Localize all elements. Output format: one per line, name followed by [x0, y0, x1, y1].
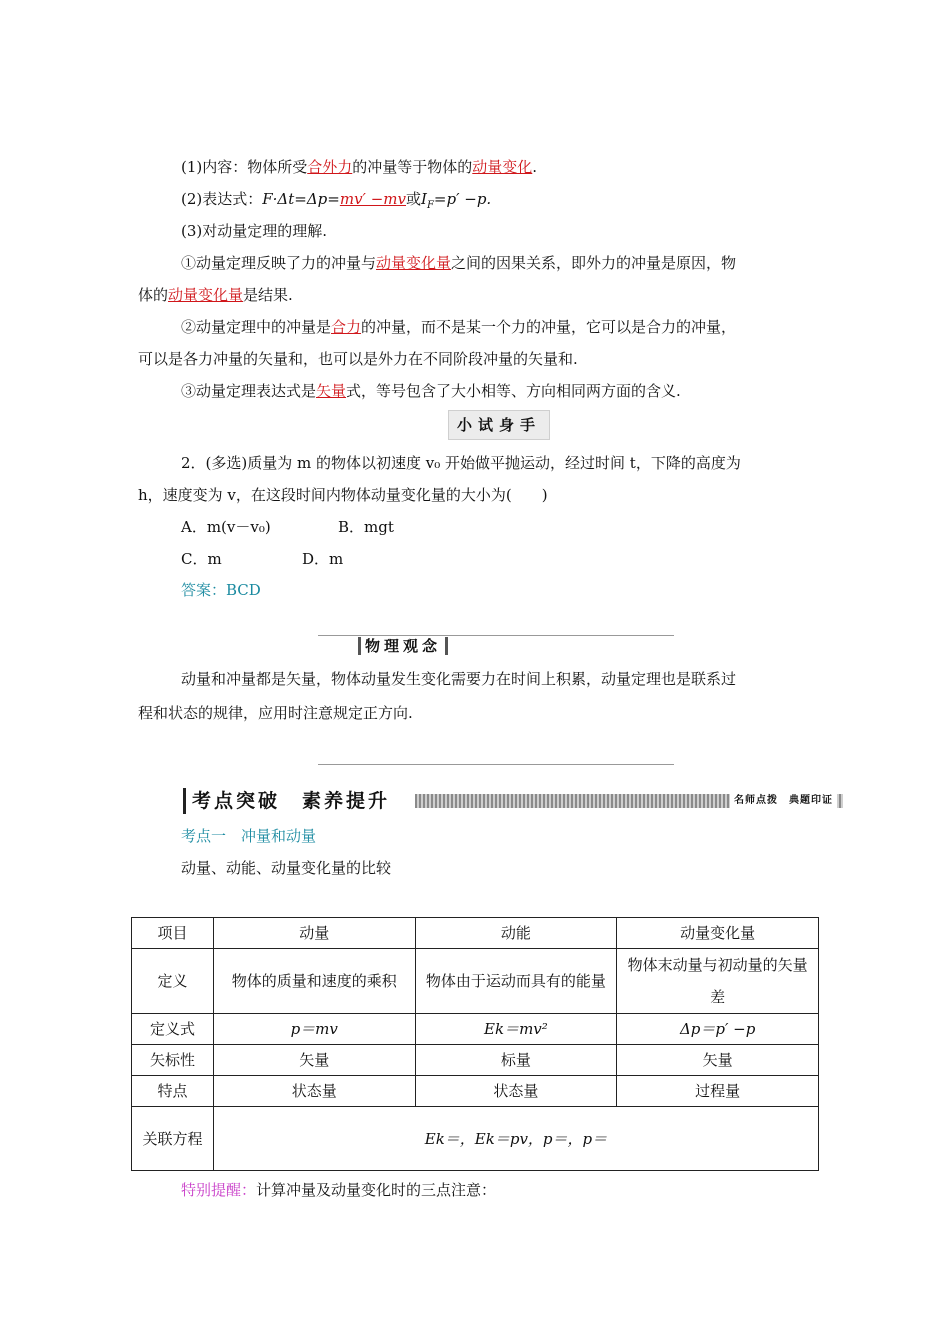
table-row [132, 1076, 819, 1107]
table-row [132, 1045, 819, 1076]
table-cell: 定义 [132, 949, 214, 1014]
table-cell: 矢量 [617, 1045, 819, 1076]
table-cell: 项目 [132, 918, 214, 949]
concept-title: 物理观念 [358, 637, 448, 655]
table-cell: p＝mv [213, 1014, 415, 1045]
table-row [132, 1014, 819, 1045]
theorem-content: (1)内容：物体所受合外力的冲量等于物体的动量变化. [181, 158, 538, 176]
table-cell: 特点 [132, 1076, 214, 1107]
point-2-line2: 可以是各力冲量的矢量和，也可以是外力在不同阶段冲量的矢量和. [138, 350, 578, 368]
table-cell: 过程量 [617, 1076, 819, 1107]
point-2-line1: ②动量定理中的冲量是合力的冲量，而不是某一个力的冲量，它可以是合力的冲量， [181, 318, 737, 336]
point-1-line1: ①动量定理反映了力的冲量与动量变化量之间的因果关系，即外力的冲量是原因，物 [181, 254, 737, 272]
question-line1: 2．(多选)质量为 m 的物体以初速度 v₀ 开始做平抛运动，经过时间 t，下降的高度为 [181, 454, 741, 472]
point-3: ③动量定理表达式是矢量式，等号包含了大小相等、方向相同两方面的含义. [181, 382, 681, 400]
table-cell: Ek＝，Ek＝pv，p＝，p＝ [213, 1107, 818, 1171]
table-cell: 关联方程 [132, 1107, 214, 1171]
question-line2: h，速度变为 v，在这段时间内物体动量变化量的大小为( ) [138, 486, 548, 504]
concept-box-bottom [318, 758, 674, 765]
table-cell: 矢标性 [132, 1045, 214, 1076]
point-1-line2: 体的动量变化量是结果. [138, 286, 293, 304]
concept-line2: 程和状态的规律，应用时注意规定正方向. [138, 704, 413, 722]
table-cell: 状态量 [213, 1076, 415, 1107]
comparison-title: 动量、动能、动量变化量的比较 [181, 859, 392, 877]
table-row [132, 1107, 819, 1171]
theorem-understanding: (3)对动量定理的理解. [181, 222, 328, 240]
reminder: 特别提醒：计算冲量及动量变化时的三点注意： [181, 1181, 497, 1199]
answer: 答案：BCD [181, 581, 261, 599]
comparison-table [131, 917, 819, 1171]
section-tag: 名师点拨 典题印证 [730, 794, 837, 808]
option-a: A．m(v－v₀) [181, 518, 271, 536]
theorem-expression: (2)表达式：F·Δt=Δp=mv′ −mv或$I_F=p' -p$. [181, 190, 492, 211]
table-cell: 矢量 [213, 1045, 415, 1076]
concept-line1: 动量和冲量都是矢量，物体动量发生变化需要力在时间上积累，动量定理也是联系过 [181, 670, 737, 688]
kaodian-title: 考点一 冲量和动量 [181, 827, 317, 845]
table-cell: 物体的质量和速度的乘积 [213, 949, 415, 1014]
table-cell: 动能 [415, 918, 617, 949]
table-header-row [132, 918, 819, 949]
section-title: 考点突破 素养提升 [183, 788, 390, 814]
option-c: C．m [181, 550, 222, 568]
table-cell: 动量 [213, 918, 415, 949]
table-row [132, 949, 819, 1014]
table-cell: 物体由于运动而具有的能量 [415, 949, 617, 1014]
table-cell: 动量变化量 [617, 918, 819, 949]
table-cell: 物体末动量与初动量的矢量差 [617, 949, 819, 1014]
table-cell: 标量 [415, 1045, 617, 1076]
practice-banner: 小试身手 [448, 410, 550, 440]
table-cell: 定义式 [132, 1014, 214, 1045]
table-cell: 状态量 [415, 1076, 617, 1107]
option-b: B．mgt [338, 518, 394, 536]
table-cell: Δp＝p′ −p [617, 1014, 819, 1045]
section-header [183, 788, 843, 814]
option-d: D．m [302, 550, 344, 568]
table-cell: Ek＝mv² [415, 1014, 617, 1045]
